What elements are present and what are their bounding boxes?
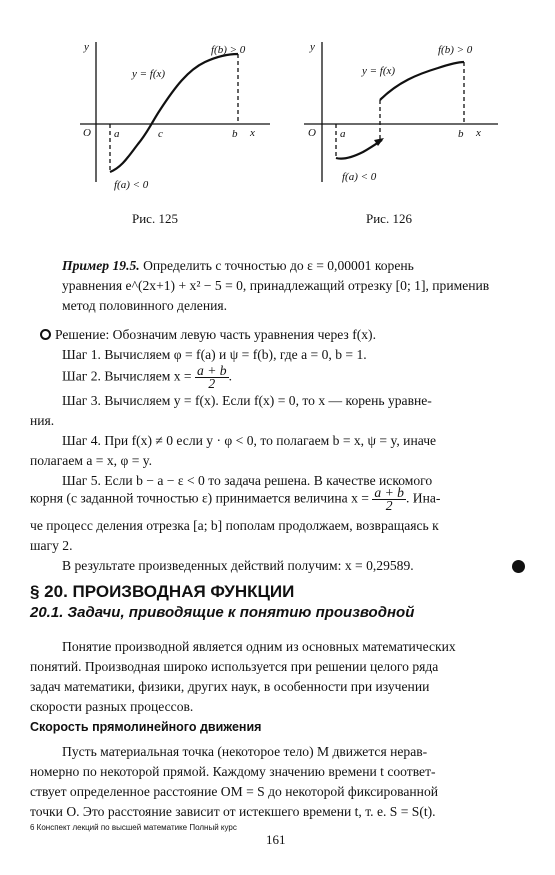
- a-label: a: [340, 128, 346, 140]
- example-title: Пример 19.5.: [62, 258, 140, 273]
- origin-label: O: [308, 127, 316, 139]
- step-1: Шаг 1. Вычисляем φ = f(a) и ψ = f(b), где a = 0, b = 1.: [62, 347, 367, 362]
- fa-label: f(a) < 0: [114, 179, 149, 191]
- step-5b: [30, 487, 525, 515]
- step-5c: че процесс деления отрезка [a; b] пополам продолжаем, возвращаясь к: [30, 518, 439, 533]
- solution-steps: [62, 345, 525, 411]
- b-label: b: [232, 128, 238, 140]
- solution-intro: Решение: Обозначим левую часть уравнения через f(x).: [55, 327, 376, 342]
- subsection-line-1: Пусть материальная точка (некоторое тело) M движется нерав-: [62, 744, 428, 759]
- y-label: y: [310, 41, 315, 53]
- example-text-1: Определить с точностью до ε = 0,00001 корень: [143, 258, 414, 273]
- step-4b: полагаем a = x, φ = y.: [30, 453, 153, 468]
- figure-125: [70, 32, 280, 202]
- fraction-denominator: 2: [208, 376, 216, 391]
- intro-line-2: понятий. Производная широко используется при решении целого ряда: [30, 659, 439, 674]
- y-label: y: [84, 41, 89, 53]
- function-curve: [110, 54, 238, 172]
- subsection-line-2: номерно по некоторой прямой. Каждому значению времени t соответ-: [30, 764, 436, 779]
- c-label: c: [158, 128, 163, 140]
- solution-start-icon: [40, 329, 51, 340]
- figure-126-caption: Рис. 126: [366, 211, 412, 226]
- step-5d: шагу 2.: [30, 538, 73, 553]
- fb-label: f(b) > 0: [438, 44, 473, 56]
- solution-end-icon: [512, 560, 525, 573]
- section-subtitle: 20.1. Задачи, приводящие к понятию производной: [30, 604, 415, 621]
- example-line-3: метод половинного деления.: [62, 298, 228, 313]
- origin-label: O: [83, 127, 91, 139]
- fraction-denominator: 2: [385, 498, 393, 513]
- step-2-fraction: [195, 365, 229, 390]
- a-label: a: [114, 128, 120, 140]
- x-label: x: [250, 127, 255, 139]
- step-2: [62, 365, 525, 391]
- intro-line-3: задач математики, физики, других наук, в особенности при изучении: [30, 679, 430, 694]
- x-label: x: [476, 127, 481, 139]
- subsection-title: Скорость прямолинейного движения: [30, 720, 262, 734]
- footer-note: 6 Конспект лекций по высшей математике Полный курс: [30, 823, 237, 832]
- func-label: y = f(x): [362, 65, 396, 77]
- step-5b-end: . Ина-: [405, 490, 441, 506]
- step-2-end: .: [228, 368, 232, 384]
- step-3b: ния.: [30, 413, 55, 428]
- step-4a: Шаг 4. При f(x) ≠ 0 если y · φ < 0, то полагаем b = x, ψ = y, иначе: [62, 433, 437, 448]
- b-label: b: [458, 128, 464, 140]
- section-title: § 20. ПРОИЗВОДНАЯ ФУНКЦИИ: [30, 582, 295, 601]
- step-3a: Шаг 3. Вычисляем y = f(x). Если f(x) = 0, то x — корень уравне-: [62, 393, 432, 408]
- fraction-numerator: a + b: [197, 363, 227, 378]
- example-block: [62, 256, 525, 316]
- fraction-numerator: a + b: [374, 485, 404, 500]
- lower-branch: [336, 140, 382, 159]
- step-5-fraction: [372, 487, 406, 512]
- figure-126: [298, 32, 508, 202]
- example-line-2: уравнения e^(2x+1) + x² − 5 = 0, принадлежащий отрезку [0; 1], применив: [62, 278, 490, 293]
- fb-label: f(b) > 0: [211, 44, 246, 56]
- solution-result: В результате произведенных действий получим: x = 0,29589.: [62, 558, 414, 573]
- figure-125-caption: Рис. 125: [132, 211, 178, 226]
- intro-line-4: скорости разных процессов.: [30, 699, 194, 714]
- subsection-line-4: точки O. Это расстояние зависит от истекшего времени t, т. е. S = S(t).: [30, 804, 436, 819]
- step-2-text: Шаг 2. Вычисляем x =: [62, 368, 192, 384]
- example-line-1: [62, 256, 525, 276]
- fa-label: f(a) < 0: [342, 171, 377, 183]
- page-number: 161: [266, 832, 286, 847]
- subsection-line-3: ствует определенное расстояние OM = S до некоторой фиксированной: [30, 784, 439, 799]
- solution-intro-row: [40, 325, 525, 345]
- func-label: y = f(x): [132, 68, 166, 80]
- step-5a: Шаг 5. Если b − a − ε < 0 то задача решена. В качестве искомого: [62, 473, 433, 488]
- intro-line-1: Понятие производной является одним из основных математических: [62, 639, 456, 654]
- step-5b-text: корня (с заданной точностью ε) принимается величина x =: [30, 490, 369, 506]
